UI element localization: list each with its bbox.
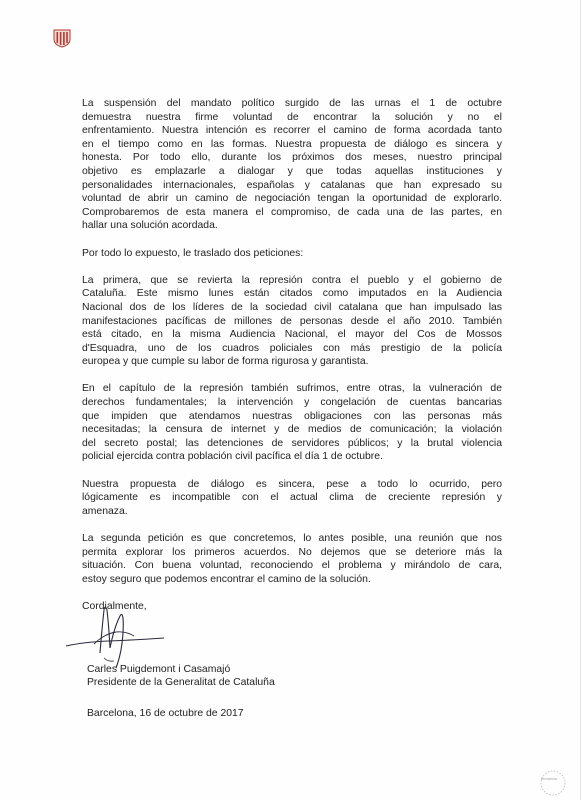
paragraph-line: necesitadas; la censura de internet y de medios de comunicación; la violación (82, 424, 502, 436)
paragraph-line: La segunda petición es que concretemos, lo antes posible, una reunión que nos (82, 533, 502, 544)
paragraph-line: situación. Con buena voluntad, reconociendo el problema y mirándolo de cara, (82, 560, 502, 572)
stamp-icon (538, 768, 568, 798)
paragraph-line: La suspensión del mandato político surgido de las urnas el 1 de octubre (82, 98, 502, 109)
paragraph-line: Comprobaremos de esta manera el compromiso, de cada una de las partes, en (82, 206, 502, 218)
paragraph-line: del secreto postal; las detenciones de servidores públicos; y la brutal violencia (82, 437, 502, 449)
signer-name: Carles Puigdemont i Casamajó (87, 664, 231, 675)
signer-block (87, 663, 275, 690)
paragraph-line: voluntad de abrir un camino de negociación tengan la oportunidad de explorarlo. (82, 193, 502, 205)
paragraph-line: Nacional dos de los líderes de la sociedad civil catalana que han impulsado las (82, 301, 502, 313)
paragraph-line: en el tiempo como en las formas. Nuestra propuesta de diálogo es sincera y (82, 138, 502, 150)
paragraph-line: hallar una solución acordada. (82, 220, 218, 232)
paragraph-line: demuestra nuestra firme voluntad de encontrar la solución y no el (82, 111, 502, 123)
letter-paragraph (82, 532, 502, 586)
paragraph-line: En el capítulo de la represión también sufrimos, entre otras, la vulneración de (82, 383, 502, 395)
letter-paragraph (82, 247, 502, 261)
paragraph-line: lógicamente es incompatible con el actual clima de creciente represión y (82, 492, 502, 504)
stamp-label: elmundo (541, 776, 558, 781)
paragraph-line: Cataluña. Este mismo lunes están citados como imputados en la Audiencia (82, 288, 502, 300)
handwritten-signature (64, 598, 174, 673)
paragraph-line: objetivo es emplazarle a dialogar y que todas aquellas instituciones y (82, 165, 502, 177)
paragraph-line: Nuestra propuesta de diálogo es sincera, pese a todo lo ocurrido, pero (82, 478, 502, 490)
paragraph-line: enfrentamiento. Nuestra intención es recorrer el camino de forma acordada tanto (82, 125, 502, 137)
paragraph-line: La primera, que se revierta la represión contra el pueblo y el gobierno de (82, 274, 502, 286)
paragraph-line: Por todo lo expuesto, le traslado dos peticiones: (82, 247, 304, 259)
paragraph-line: derechos fundamentales; la intervención y congelación de cuentas bancarias (82, 397, 502, 409)
paragraph-line: manifestaciones pacíficas de millones de personas desde el año 2010. También (82, 315, 502, 327)
generalitat-seal-icon (53, 28, 71, 48)
paragraph-line: personalidades internacionales, españolas y catalanas que han expresado su (82, 179, 502, 191)
paragraph-line: que impiden que atendamos nuestras obligaciones con las personas más (82, 410, 502, 422)
letter-paragraph (82, 382, 502, 464)
letter-paragraph (82, 274, 502, 369)
paragraph-line: policial ejercida contra población civil pacífica el día 1 de octubre. (82, 451, 383, 463)
place-date: Barcelona, 16 de octubre de 2017 (87, 708, 244, 719)
paragraph-line: permita explorar los primeros acuerdos. No dejemos que se deteriore más la (82, 546, 502, 558)
letter-paragraph (82, 478, 502, 519)
letter-body (82, 97, 502, 614)
paragraph-line: estoy seguro que podemos encontrar el camino de la solución. (82, 573, 371, 585)
paragraph-line: europea y que cumple su labor de forma rigurosa y garantista. (82, 356, 369, 368)
paragraph-line: amenaza. (82, 505, 128, 517)
paragraph-line: honesta. Por todo ello, durante los próximos dos meses, nuestro principal (82, 152, 502, 164)
signer-title: Presidente de la Generalitat de Cataluña (87, 677, 275, 689)
signoff: Cordialmente, (82, 600, 147, 612)
letter-paragraph (82, 97, 502, 233)
paragraph-line: está citado, en la misma Audiencia Nacional, el mayor del Cos de Mossos (82, 329, 502, 341)
paragraph-line: d'Esquadra, uno de los cuadros policiales con más prestigio de la policía (82, 342, 502, 354)
